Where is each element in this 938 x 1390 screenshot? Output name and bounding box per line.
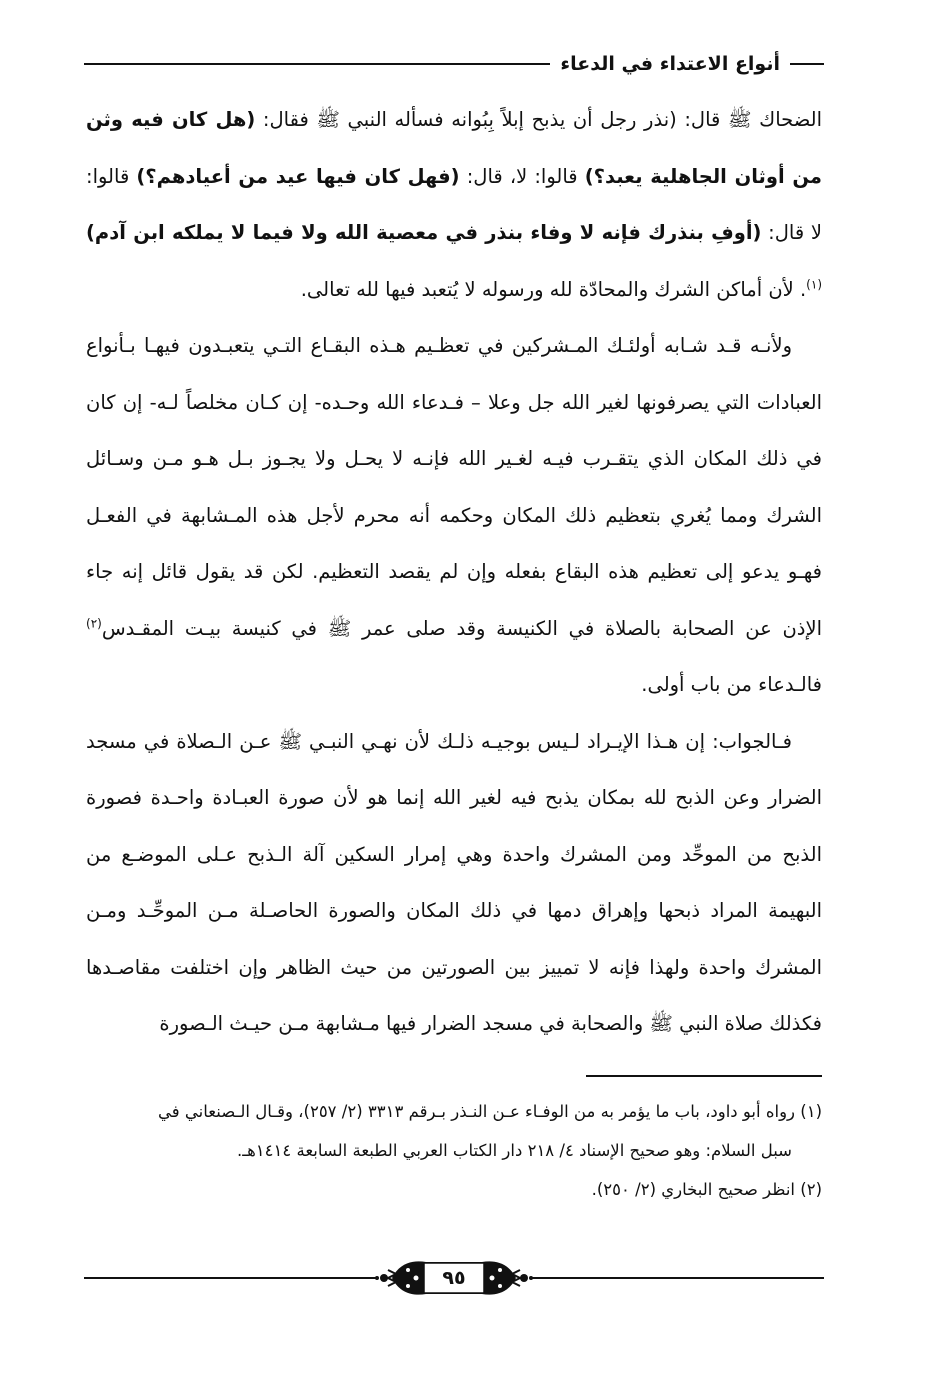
page-number: ٩٥ xyxy=(442,1267,466,1289)
p2-text-a: ولأنـه قـد شـابه أولئـك المـشركين في تعظـيم هـذه البقـاع التـي يتعبـدون فيهـا بـأنواع العبادات التي يصرفونها لغير الله جل وعلا – فـدعاء الله وحـده- إن كـان مخلصاً لـه- إن كان في ذلك المكان الذي يتقـرب فيـه لغـير الله فإنـه لا يحـل ولا يجـوز بـل هـو مـن وسـائل الشرك ومما يُغري بتعظيم ذلك المكان وحكمه أنه محرم لأجل هذه المـشابهة في الفعـل فهـو يدعو إلى تعظيم هذه البقاع بفعله وإن لم يقصد التعظيم. لكن قد يقول قائل إنه جاء الإذن عن الصحابة بالصلاة في الكنيسة وقد صلى عمر ﷺ في كنيسة بيـت المقـدس xyxy=(86,334,822,640)
footnote-ref-2[interactable]: (٢) xyxy=(86,616,102,630)
chapter-title: أنواع الاعتداء في الدعاء xyxy=(560,53,780,75)
p1-quote-question-1: (هل كان فيه وثن من أوثان الجاهلية يعبد؟) xyxy=(86,108,822,188)
paragraph-1 xyxy=(86,92,822,318)
header-rule xyxy=(84,63,550,65)
p1-text-g: . لأن أماكن الشرك والمحادّة لله ورسوله لا يُتعبد فيها لله تعالى. xyxy=(300,277,807,301)
footnote-1: (١) رواه أبو داود، باب ما يؤمر به من الوفـاء عـن النـذر بـرقم ٣٣١٣ (٢/ ٢٥٧)، وقـال الـصنعاني في xyxy=(158,1102,822,1121)
p1-quote-question-2: (فهل كان فيها عيد من أعيادهم؟) xyxy=(136,164,460,188)
footer-rule-right xyxy=(532,1277,824,1279)
footnote-1-continued: سبل السلام: وهو صحيح الإسناد ٤/ ٢١٨ دار الكتاب العربي الطبعة السابعة ١٤١٤هـ. xyxy=(237,1141,792,1160)
footer-rule-left xyxy=(84,1277,376,1279)
paragraph-2 xyxy=(86,318,822,714)
header-dash xyxy=(790,63,824,65)
p1-text-c: قالوا: لا، قال: xyxy=(459,164,585,188)
running-header xyxy=(84,44,824,84)
p1-hadith-quote: (أوفِ بنذرك فإنه لا وفاء بنذر في معصية الله ولا فيما لا يملكه ابن آدم) xyxy=(86,221,762,244)
footnote-separator xyxy=(586,1075,822,1077)
p1-text-a: الضحاك ﷺ قال: (نذر رجل أن يذبح إبلاً بِبُوانه فسأله النبي ﷺ فقال: xyxy=(255,108,822,131)
p2-text-b: فالـدعاء من باب أولى. xyxy=(641,673,822,696)
footnote-ref-1[interactable]: (١) xyxy=(806,277,822,291)
footnote-2: (٢) انظر صحيح البخاري (٢/ ٢٥٠). xyxy=(591,1180,822,1199)
p1-text-e: قالوا: لا قال: xyxy=(86,164,822,244)
footnotes xyxy=(86,1092,822,1209)
paragraph-3 xyxy=(86,714,822,1053)
main-text xyxy=(86,92,822,1053)
p3-text: فـالجواب: إن هـذا الإيـراد لـيس بوجيـه ذلـك لأن نهـي النبـي ﷺ عـن الـصلاة في مسجد الضرار وعن الذبح لله بمكان يذبح فيه لغير الله إنما هو لأن صورة العبـادة واحـدة فصورة الذبح من الموحِّد ومن المشرك واحدة وهي إمرار السكين آلة الـذبح عـلى الموضـع من البهيمة المراد ذبحها وإهراق دمها في ذلك المكان والصورة الحاصـلة مـن الموحِّـد ومـن المشرك واحدة ولهذا فإنه لا تمييز بين الصورتين من حيث الظاهر وإن اختلفت مقاصـدها فكذلك صلاة النبي ﷺ والصحابة في مسجد الضرار فيها مـشابهة مـن حيـث الـصورة xyxy=(86,729,822,1035)
page-number-bar xyxy=(84,1256,824,1300)
